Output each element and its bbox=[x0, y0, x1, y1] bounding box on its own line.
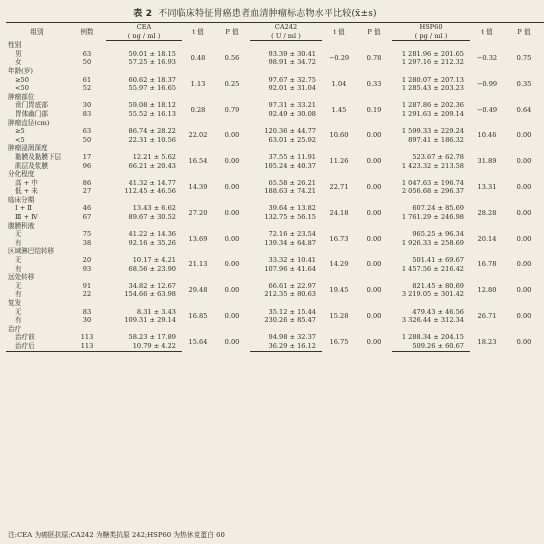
table-row bbox=[6, 179, 544, 188]
ca242-p-cell: 0.00 bbox=[366, 182, 382, 191]
ca242-cell: 230.26 ± 85.47 bbox=[264, 316, 316, 325]
group-label: 无 bbox=[15, 230, 22, 239]
category-label: 治疗 bbox=[8, 324, 22, 333]
ca242-t-cell: 16.75 bbox=[329, 337, 349, 346]
table-row bbox=[6, 282, 544, 291]
hsp60-cell: 3 219.05 ± 301.42 bbox=[401, 290, 464, 299]
cea-cell: 57.25 ± 16.93 bbox=[128, 58, 176, 67]
hsp60-p-cell: 0.00 bbox=[516, 260, 532, 269]
cea-cell: 34.82 ± 12.67 bbox=[128, 281, 176, 290]
header-ca242: CA242 bbox=[250, 23, 322, 32]
group-label: 治疗前 bbox=[15, 333, 35, 342]
ca242-t-cell: 15.28 bbox=[329, 311, 349, 320]
cea-p-cell: 0.00 bbox=[224, 286, 240, 295]
cases-cell: 17 bbox=[82, 152, 92, 161]
category-row bbox=[6, 93, 544, 102]
cea-cell: 59.01 ± 18.15 bbox=[128, 49, 176, 58]
group-label: ≥50 bbox=[15, 75, 29, 84]
category-row bbox=[6, 170, 544, 179]
hsp60-cell: 1 457.56 ± 216.42 bbox=[401, 264, 464, 273]
cases-cell: 20 bbox=[82, 256, 92, 265]
cases-cell: 27 bbox=[82, 187, 92, 196]
cea-t-cell: 0.48 bbox=[190, 54, 206, 63]
ca242-cell: 63.01 ± 25.92 bbox=[268, 135, 316, 144]
category-label: 肿瘤部位 bbox=[8, 92, 35, 101]
hsp60-t-cell: −0.32 bbox=[476, 54, 498, 63]
table-row bbox=[6, 50, 544, 59]
hsp60-cell: 509.26 ± 60.67 bbox=[392, 342, 470, 351]
ca242-p-cell: 0.00 bbox=[366, 234, 382, 243]
hsp60-cell: 501.41 ± 69.67 bbox=[412, 256, 464, 265]
header-hsp60-unit: ( pg / ml ) bbox=[392, 32, 470, 41]
category-row bbox=[6, 41, 544, 50]
cea-cell: 10.79 ± 4.22 bbox=[106, 342, 182, 351]
table-row bbox=[6, 204, 544, 213]
category-label: 临床分期 bbox=[8, 195, 35, 204]
cea-t-cell: 13.69 bbox=[188, 234, 208, 243]
ca242-p-cell: 0.00 bbox=[366, 131, 382, 140]
cea-p-cell: 0.00 bbox=[224, 131, 240, 140]
hsp60-p-cell: 0.00 bbox=[516, 157, 532, 166]
cases-cell: 67 bbox=[82, 213, 92, 222]
cases-cell: 96 bbox=[82, 161, 92, 170]
hsp60-p-cell: 0.00 bbox=[516, 286, 532, 295]
category-row bbox=[6, 247, 544, 256]
hsp60-t-cell: −0.99 bbox=[476, 79, 498, 88]
cea-cell: 41.32 ± 14.77 bbox=[128, 178, 176, 187]
hsp60-t-cell: −0.49 bbox=[476, 105, 498, 114]
cases-cell: 50 bbox=[82, 135, 92, 144]
cea-t-cell: 1.13 bbox=[190, 79, 206, 88]
hsp60-t-cell: 18.23 bbox=[477, 337, 497, 346]
ca242-cell: 66.61 ± 22.97 bbox=[268, 281, 316, 290]
header-ca242-unit: ( U / ml ) bbox=[250, 32, 322, 41]
cases-cell: 83 bbox=[82, 109, 92, 118]
cea-t-cell: 29.48 bbox=[188, 286, 208, 295]
group-label: <5 bbox=[15, 135, 25, 144]
hsp60-p-cell: 0.00 bbox=[516, 208, 532, 217]
category-label: 分化程度 bbox=[8, 170, 35, 179]
ca242-cell: 92.01 ± 31.04 bbox=[268, 84, 316, 93]
hsp60-cell: 1 281.96 ± 201.65 bbox=[401, 49, 464, 58]
group-label: ≥5 bbox=[15, 127, 25, 136]
cea-cell: 41.22 ± 14.36 bbox=[128, 230, 176, 239]
ca242-cell: 188.63 ± 74.21 bbox=[264, 187, 316, 196]
cases-cell: 83 bbox=[82, 307, 92, 316]
header-t2: t 值 bbox=[322, 23, 356, 41]
cea-p-cell: 0.79 bbox=[224, 105, 240, 114]
table-row bbox=[6, 127, 544, 136]
hsp60-cell: 821.45 ± 80.69 bbox=[412, 281, 464, 290]
table-row bbox=[6, 333, 544, 342]
ca242-t-cell: 11.26 bbox=[329, 157, 349, 166]
category-label: 肿瘤直径(cm) bbox=[8, 118, 50, 127]
ca242-p-cell: 0.00 bbox=[366, 260, 382, 269]
category-label: 远处转移 bbox=[8, 273, 35, 282]
ca242-p-cell: 0.19 bbox=[366, 105, 382, 114]
table-row bbox=[6, 316, 544, 325]
ca242-t-cell: 1.45 bbox=[331, 105, 347, 114]
cases-cell: 38 bbox=[82, 238, 92, 247]
ca242-p-cell: 0.00 bbox=[366, 337, 382, 346]
hsp60-cell: 1 047.63 ± 196.74 bbox=[401, 178, 464, 187]
ca242-cell: 35.12 ± 15.44 bbox=[268, 307, 316, 316]
cea-p-cell: 0.00 bbox=[224, 260, 240, 269]
category-row bbox=[6, 119, 544, 128]
hsp60-t-cell: 20.14 bbox=[477, 234, 497, 243]
cea-cell: 22.31 ± 10.56 bbox=[128, 135, 176, 144]
table-row bbox=[6, 84, 544, 93]
cases-cell: 30 bbox=[82, 316, 92, 325]
ca242-cell: 98.91 ± 34.72 bbox=[268, 58, 316, 67]
hsp60-p-cell: 0.00 bbox=[516, 337, 532, 346]
header-cea-unit: ( ng / ml ) bbox=[106, 32, 182, 41]
table-row bbox=[6, 256, 544, 265]
hsp60-t-cell: 10.46 bbox=[477, 131, 497, 140]
category-label: 肿瘤浸润深度 bbox=[8, 144, 48, 153]
header-p3: P 值 bbox=[504, 23, 544, 41]
cea-cell: 59.08 ± 18.12 bbox=[128, 101, 176, 110]
ca242-p-cell: 0.00 bbox=[366, 286, 382, 295]
cea-cell: 8.31 ± 3.43 bbox=[136, 307, 176, 316]
hsp60-t-cell: 12.80 bbox=[477, 286, 497, 295]
group-label: 有 bbox=[15, 290, 22, 299]
category-row bbox=[6, 67, 544, 76]
ca242-cell: 39.64 ± 13.82 bbox=[268, 204, 316, 213]
group-label: 黏膜及黏膜下层 bbox=[15, 152, 62, 161]
cea-cell: 112.45 ± 46.56 bbox=[124, 187, 176, 196]
hsp60-t-cell: 16.78 bbox=[477, 260, 497, 269]
hsp60-p-cell: 0.00 bbox=[516, 234, 532, 243]
ca242-p-cell: 0.00 bbox=[366, 157, 382, 166]
cea-cell: 13.43 ± 6.62 bbox=[132, 204, 176, 213]
ca242-cell: 65.58 ± 26.21 bbox=[268, 178, 316, 187]
cases-cell: 91 bbox=[82, 281, 92, 290]
hsp60-cell: 897.41 ± 186.32 bbox=[408, 135, 464, 144]
category-row bbox=[6, 299, 544, 308]
group-label: 有 bbox=[15, 238, 22, 247]
cea-cell: 66.21 ± 20.43 bbox=[128, 161, 176, 170]
ca242-cell: 72.16 ± 23.54 bbox=[268, 230, 316, 239]
ca242-p-cell: 0.33 bbox=[366, 79, 382, 88]
cea-cell: 60.62 ± 18.37 bbox=[128, 75, 176, 84]
cases-cell: 30 bbox=[82, 101, 92, 110]
group-label: 无 bbox=[15, 256, 22, 265]
hsp60-cell: 1 291.63 ± 209.14 bbox=[401, 109, 464, 118]
header-hsp60: HSP60 bbox=[392, 23, 470, 32]
cea-t-cell: 16.54 bbox=[188, 157, 208, 166]
table-body bbox=[6, 41, 544, 351]
table-number: 表 2 bbox=[133, 9, 153, 19]
cea-cell: 89.67 ± 30.52 bbox=[128, 213, 176, 222]
ca242-cell: 212.35 ± 80.63 bbox=[264, 290, 316, 299]
category-row bbox=[6, 222, 544, 231]
cases-cell: 113 bbox=[68, 342, 106, 351]
table-row bbox=[6, 342, 544, 351]
group-label: 贲门胃底部 bbox=[15, 101, 48, 110]
ca242-t-cell: 14.29 bbox=[329, 260, 349, 269]
ca242-cell: 37.55 ± 11.91 bbox=[268, 152, 316, 161]
cases-cell: 52 bbox=[82, 84, 92, 93]
hsp60-cell: 1 287.86 ± 202.36 bbox=[401, 101, 464, 110]
table-row bbox=[6, 230, 544, 239]
cea-p-cell: 0.00 bbox=[224, 157, 240, 166]
cea-cell: 68.56 ± 23.90 bbox=[128, 264, 176, 273]
hsp60-cell: 2 056.68 ± 296.37 bbox=[401, 187, 464, 196]
ca242-cell: 105.24 ± 40.37 bbox=[264, 161, 316, 170]
ca242-p-cell: 0.00 bbox=[366, 311, 382, 320]
cea-p-cell: 0.00 bbox=[224, 311, 240, 320]
category-label: 腹膜积液 bbox=[8, 221, 35, 230]
ca242-cell: 93.39 ± 30.41 bbox=[268, 49, 316, 58]
hsp60-cell: 607.24 ± 85.69 bbox=[412, 204, 464, 213]
cea-cell: 55.52 ± 16.13 bbox=[128, 109, 176, 118]
ca242-p-cell: 0.00 bbox=[366, 208, 382, 217]
header-group: 组别 bbox=[6, 23, 68, 41]
category-row bbox=[6, 325, 544, 334]
hsp60-cell: 1 285.43 ± 203.23 bbox=[401, 84, 464, 93]
ca242-t-cell: 1.04 bbox=[331, 79, 347, 88]
table-row bbox=[6, 101, 544, 110]
header-p2: P 值 bbox=[356, 23, 392, 41]
ca242-t-cell: 19.45 bbox=[329, 286, 349, 295]
hsp60-cell: 1 297.16 ± 212.32 bbox=[401, 58, 464, 67]
category-label: 年龄(岁) bbox=[8, 66, 33, 75]
cases-cell: 63 bbox=[82, 49, 92, 58]
category-row bbox=[6, 196, 544, 205]
group-label: Ⅲ + Ⅳ bbox=[15, 213, 38, 222]
cea-cell: 10.17 ± 4.21 bbox=[132, 256, 176, 265]
hsp60-cell: 479.43 ± 46.56 bbox=[412, 307, 464, 316]
cea-cell: 109.31 ± 29.14 bbox=[124, 316, 176, 325]
hsp60-cell: 523.67 ± 62.78 bbox=[412, 152, 464, 161]
hsp60-cell: 1 926.33 ± 258.69 bbox=[401, 238, 464, 247]
header-t1: t 值 bbox=[182, 23, 214, 41]
group-label: 女 bbox=[15, 58, 22, 67]
cea-p-cell: 0.00 bbox=[224, 234, 240, 243]
hsp60-t-cell: 13.31 bbox=[477, 182, 497, 191]
header-t3: t 值 bbox=[470, 23, 504, 41]
ca242-cell: 97.67 ± 32.75 bbox=[268, 75, 316, 84]
header-row bbox=[6, 23, 544, 32]
ca242-cell: 36.29 ± 16.12 bbox=[250, 342, 322, 351]
cases-cell: 63 bbox=[82, 127, 92, 136]
table-row bbox=[6, 153, 544, 162]
ca242-cell: 33.32 ± 10.41 bbox=[268, 256, 316, 265]
header-cea: CEA bbox=[106, 23, 182, 32]
cea-cell: 92.16 ± 35.26 bbox=[128, 238, 176, 247]
cea-p-cell: 0.25 bbox=[224, 79, 240, 88]
group-label: 男 bbox=[15, 49, 22, 58]
ca242-t-cell: 22.71 bbox=[329, 182, 349, 191]
table-row bbox=[6, 308, 544, 317]
table-row bbox=[6, 110, 544, 119]
category-label: 性别 bbox=[8, 41, 22, 50]
table-row bbox=[6, 213, 544, 222]
table-title bbox=[0, 6, 510, 19]
cea-p-cell: 0.56 bbox=[224, 54, 240, 63]
table-row bbox=[6, 136, 544, 145]
hsp60-t-cell: 28.28 bbox=[477, 208, 497, 217]
group-label: 有 bbox=[15, 264, 22, 273]
group-label: 胃体幽门部 bbox=[15, 109, 48, 118]
cases-cell: 75 bbox=[82, 230, 92, 239]
hsp60-cell: 3 326.44 ± 312.34 bbox=[401, 316, 464, 325]
group-label: 治疗后 bbox=[6, 342, 68, 351]
ca242-cell: 94.98 ± 32.37 bbox=[268, 333, 316, 342]
category-label: 区域淋巴结转移 bbox=[8, 247, 55, 256]
table-caption: 不同临床特征胃癌患者血清肿瘤标志物水平比较(x̄±s) bbox=[158, 9, 377, 19]
cases-cell: 50 bbox=[82, 58, 92, 67]
group-label: 无 bbox=[15, 281, 22, 290]
data-table bbox=[6, 22, 544, 352]
table-row bbox=[6, 162, 544, 171]
hsp60-t-cell: 31.89 bbox=[477, 157, 497, 166]
ca242-cell: 97.31 ± 33.21 bbox=[268, 101, 316, 110]
cea-p-cell: 0.00 bbox=[224, 208, 240, 217]
header-cases: 例数 bbox=[68, 23, 106, 41]
ca242-cell: 139.34 ± 64.87 bbox=[264, 238, 316, 247]
cases-cell: 93 bbox=[82, 264, 92, 273]
hsp60-cell: 1 280.07 ± 207.13 bbox=[401, 75, 464, 84]
cea-cell: 55.97 ± 16.65 bbox=[128, 84, 176, 93]
table-row bbox=[6, 187, 544, 196]
category-row bbox=[6, 273, 544, 282]
table-row bbox=[6, 290, 544, 299]
cases-cell: 113 bbox=[80, 333, 94, 342]
hsp60-cell: 1 423.32 ± 213.58 bbox=[401, 161, 464, 170]
group-label: Ⅰ + Ⅱ bbox=[15, 204, 32, 213]
hsp60-p-cell: 0.75 bbox=[516, 54, 532, 63]
cea-t-cell: 15.64 bbox=[188, 337, 208, 346]
ca242-t-cell: 24.18 bbox=[329, 208, 349, 217]
cases-cell: 22 bbox=[82, 290, 92, 299]
group-label: <50 bbox=[15, 84, 29, 93]
hsp60-p-cell: 0.00 bbox=[516, 311, 532, 320]
table-row bbox=[6, 58, 544, 67]
cea-t-cell: 0.28 bbox=[190, 105, 206, 114]
hsp60-p-cell: 0.64 bbox=[516, 105, 532, 114]
hsp60-p-cell: 0.35 bbox=[516, 79, 532, 88]
table-row bbox=[6, 265, 544, 274]
ca242-t-cell: −0.29 bbox=[328, 54, 350, 63]
hsp60-cell: 1 599.33 ± 229.24 bbox=[401, 127, 464, 136]
cases-cell: 86 bbox=[82, 178, 92, 187]
ca242-t-cell: 10.60 bbox=[329, 131, 349, 140]
cea-t-cell: 21.13 bbox=[188, 260, 208, 269]
hsp60-p-cell: 0.00 bbox=[516, 182, 532, 191]
group-label: 肌层及浆膜 bbox=[15, 161, 48, 170]
cea-t-cell: 14.39 bbox=[188, 182, 208, 191]
cea-t-cell: 27.20 bbox=[188, 208, 208, 217]
group-label: 无 bbox=[15, 307, 22, 316]
table-note: 注:CEA 为癌胚抗原;CA242 为糖类抗原 242;HSP60 为热休克蛋白 60 bbox=[8, 531, 225, 539]
hsp60-cell: 1 288.34 ± 204.15 bbox=[401, 333, 464, 342]
category-label: 复发 bbox=[8, 299, 22, 307]
header-p1: P 值 bbox=[214, 23, 250, 41]
cea-cell: 58.23 ± 17.89 bbox=[128, 333, 176, 342]
ca242-t-cell: 16.73 bbox=[329, 234, 349, 243]
group-label: 有 bbox=[15, 316, 22, 325]
cea-cell: 12.21 ± 5.62 bbox=[132, 152, 176, 161]
ca242-cell: 132.75 ± 56.15 bbox=[264, 213, 316, 222]
hsp60-cell: 965.25 ± 96.34 bbox=[412, 230, 464, 239]
group-label: 高 + 中 bbox=[15, 178, 38, 187]
group-label: 低 + 未 bbox=[15, 187, 38, 196]
ca242-cell: 107.96 ± 41.64 bbox=[264, 264, 316, 273]
cea-p-cell: 0.00 bbox=[224, 182, 240, 191]
cea-t-cell: 22.02 bbox=[188, 131, 208, 140]
hsp60-p-cell: 0.00 bbox=[516, 131, 532, 140]
category-row bbox=[6, 144, 544, 153]
ca242-cell: 92.49 ± 30.08 bbox=[268, 109, 316, 118]
hsp60-cell: 1 761.29 ± 246.98 bbox=[401, 213, 464, 222]
table-row bbox=[6, 76, 544, 85]
table-row bbox=[6, 239, 544, 248]
cea-p-cell: 0.00 bbox=[224, 337, 240, 346]
cea-cell: 86.74 ± 28.22 bbox=[128, 127, 176, 136]
hsp60-t-cell: 26.71 bbox=[477, 311, 497, 320]
cases-cell: 61 bbox=[82, 75, 92, 84]
ca242-p-cell: 0.78 bbox=[366, 54, 382, 63]
ca242-cell: 120.36 ± 44.77 bbox=[264, 127, 316, 136]
cea-cell: 154.66 ± 63.98 bbox=[124, 290, 176, 299]
cases-cell: 46 bbox=[82, 204, 92, 213]
cea-t-cell: 16.85 bbox=[188, 311, 208, 320]
